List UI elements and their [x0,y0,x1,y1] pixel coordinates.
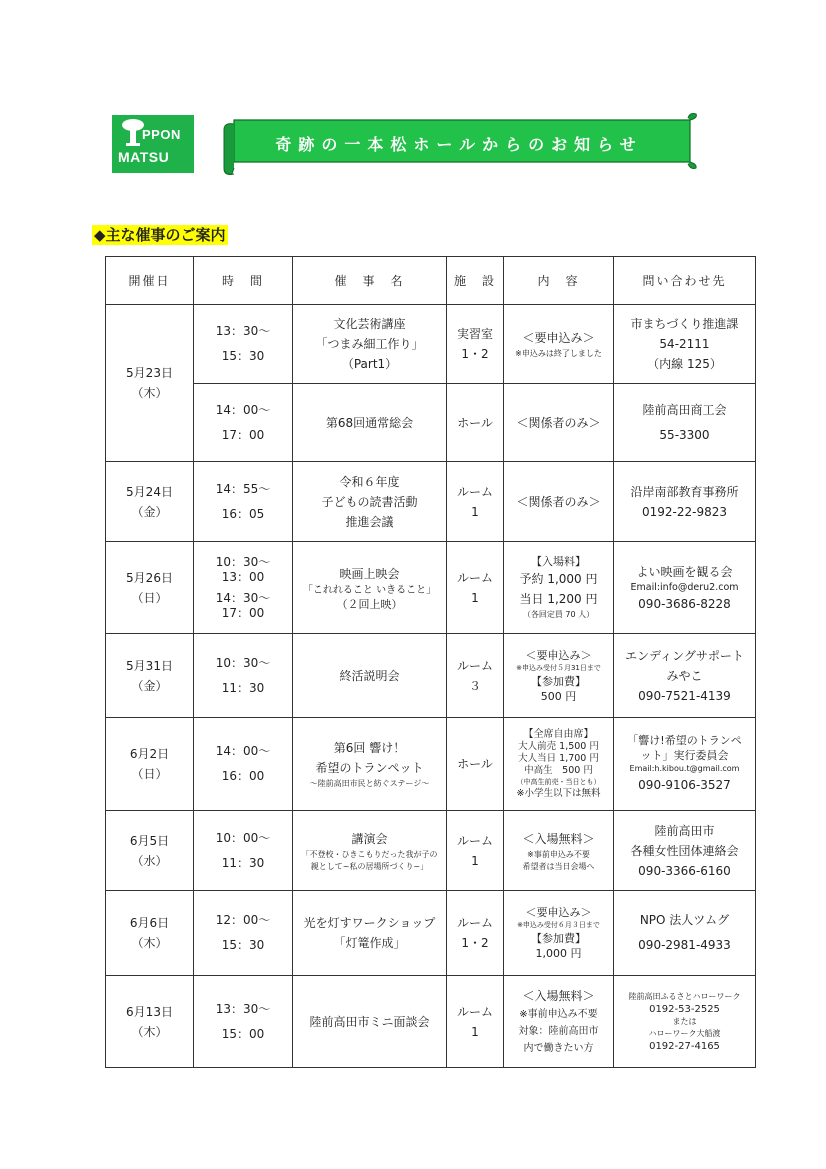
content-cell: 【入場料】 予約 1,000 円 当日 1,200 円 （各回定員 70 人） [504,542,614,634]
section-title: ◆主な催事のご案内 [94,226,226,244]
venue-cell: ルーム ３ [447,634,504,718]
ippon-matsu-logo [112,115,194,173]
content-cell: ＜要申込み＞ ※申込み受付５月31日まで 【参加費】 500 円 [504,634,614,718]
time-cell: 10：30～ 13：00 14：30～ 17：00 [194,542,293,634]
contact-cell: NPO 法人ツムグ 090-2981-4933 [614,891,756,976]
header-venue: 施 設 [447,257,504,305]
table-row [106,718,756,811]
logo-text-top: PPON [142,127,181,142]
content-cell: ＜入場無料＞ ※事前申込み不要 希望者は当日会場へ [504,811,614,891]
venue-cell: ホール [447,384,504,462]
venue-cell: ルーム 1 [447,811,504,891]
event-cell: 映画上映会 「これれること いきること」 （２回上映） [293,542,447,634]
table-row [106,542,756,634]
contact-cell: 「響け!希望のトランペ ット」実行委員会 Email:h.kibou.t@gmail.com 090-9106-3527 [614,718,756,811]
header-content: 内 容 [504,257,614,305]
content-cell: 【全席自由席】 大人前売 1,500 円 大人当日 1,700 円 中高生 500 円 （中高生前売・当日とも） ※小学生以下は無料 [504,718,614,811]
venue-cell: ルーム 1 [447,462,504,542]
events-table [105,256,756,1068]
event-cell: 講演会 「不登校・ひきこもりだった我が子の 親として~私の居場所づくり~」 [293,811,447,891]
date-cell: 6月5日 （水） [106,811,194,891]
contact-cell: 陸前高田商工会 55-3300 [614,384,756,462]
header-time: 時 間 [194,257,293,305]
venue-cell: ホール [447,718,504,811]
event-cell: 令和６年度 子どもの読書活動 推進会議 [293,462,447,542]
time-cell: 14：00～ 16：00 [194,718,293,811]
event-cell: 第68回通常総会 [293,384,447,462]
table-row [106,891,756,976]
table-header-row [106,257,756,305]
event-cell: 光を灯すワークショップ 「灯篭作成」 [293,891,447,976]
time-cell: 14：00～ 17：00 [194,384,293,462]
event-cell: 文化芸術講座 「つまみ細工作り」 （Part1） [293,305,447,384]
date-cell: 6月2日 （日） [106,718,194,811]
time-cell: 12：00～ 15：30 [194,891,293,976]
contact-cell: 市まちづくり推進課 54-2111 （内線 125） [614,305,756,384]
venue-cell: 実習室 1・2 [447,305,504,384]
date-cell: 5月31日 （金） [106,634,194,718]
contact-cell: 陸前高田市 各種女性団体連絡会 090-3366-6160 [614,811,756,891]
header-date: 開催日 [106,257,194,305]
venue-cell: ルーム 1 [447,542,504,634]
contact-cell: よい映画を観る会 Email:info@deru2.com 090-3686-8228 [614,542,756,634]
content-cell: ＜要申込み＞ ※申込みは終了しました [504,305,614,384]
table-row [106,811,756,891]
contact-cell: 陸前高田ふるさとハローワーク 0192-53-2525 または ハローワーク大船渡 0192-27-4165 [614,976,756,1068]
venue-cell: ルーム 1 [447,976,504,1068]
time-cell: 14：55～ 16：05 [194,462,293,542]
logo-text-bottom: MATSU [118,149,170,165]
date-cell: 5月23日 （木） [106,305,194,462]
header-event: 催 事 名 [293,257,447,305]
date-cell: 5月24日 （金） [106,462,194,542]
contact-cell: エンディングサポート みやこ 090-7521-4139 [614,634,756,718]
banner-title: 奇跡の一本松ホールからのお知らせ [275,135,643,154]
table-row [106,462,756,542]
contact-cell: 沿岸南部教育事務所 0192-22-9823 [614,462,756,542]
table-row [106,384,756,462]
table-row [106,976,756,1068]
time-cell: 10：00～ 11：30 [194,811,293,891]
event-cell: 終活説明会 [293,634,447,718]
date-cell: 6月13日 （木） [106,976,194,1068]
date-cell: 5月26日 （日） [106,542,194,634]
time-cell: 13：30～ 15：30 [194,305,293,384]
time-cell: 13：30～ 15：00 [194,976,293,1068]
table-row [106,634,756,718]
event-cell: 第6回 響け！ 希望のトランペット ～陸前高田市民と紡ぐステージ～ [293,718,447,811]
table-row [106,305,756,384]
content-cell: ＜要申込み＞ ※申込み受付６月３日まで 【参加費】 1,000 円 [504,891,614,976]
content-cell: ＜入場無料＞ ※事前申込み不要 対象：陸前高田市 内で働きたい方 [504,976,614,1068]
content-cell: ＜関係者のみ＞ [504,462,614,542]
date-cell: 6月6日 （木） [106,891,194,976]
header-contact: 問い合わせ先 [614,257,756,305]
time-cell: 10：30～ 11：30 [194,634,293,718]
event-cell: 陸前高田市ミニ面談会 [293,976,447,1068]
venue-cell: ルーム 1・2 [447,891,504,976]
content-cell: ＜関係者のみ＞ [504,384,614,462]
